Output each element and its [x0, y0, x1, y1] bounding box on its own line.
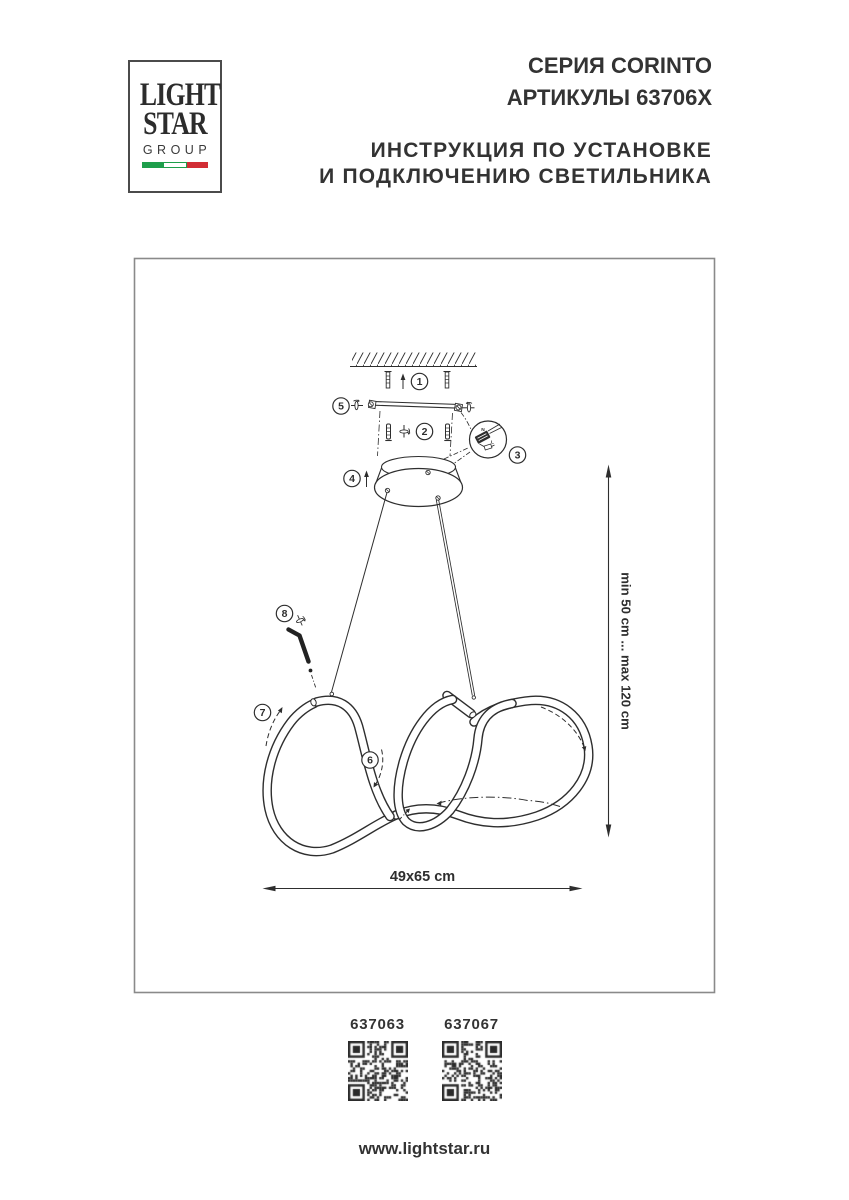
instruction-line-1: ИНСТРУКЦИЯ ПО УСТАНОВКЕ — [370, 139, 712, 162]
dimension-vertical — [606, 465, 634, 838]
cable-connector-right — [472, 696, 475, 699]
arrow-up-step1 — [401, 374, 406, 390]
callout-4 — [344, 470, 360, 486]
callout-8 — [276, 605, 292, 621]
side-screw-left-icon — [351, 399, 363, 410]
svg-text:1: 1 — [416, 376, 423, 389]
ceiling-hatch — [350, 353, 477, 367]
svg-text:3: 3 — [514, 449, 521, 462]
dimension-horizontal — [263, 869, 583, 891]
turn-screw-icon-step2 — [400, 425, 411, 438]
article-code-1: 637063 — [350, 1016, 405, 1033]
callout-3 — [509, 447, 525, 463]
side-screw-right-icon — [463, 402, 475, 413]
ceiling-anchor-left — [385, 372, 392, 389]
callout-5 — [333, 398, 349, 414]
articles-title: АРТИКУЛЫ 63706X — [506, 85, 712, 110]
suspension-cable-right — [436, 500, 474, 696]
callout-6 — [362, 752, 378, 768]
terminal-detail — [444, 413, 507, 468]
ceiling-anchor-right — [444, 372, 451, 389]
bracket-end-right — [454, 403, 462, 411]
axis-line-left — [378, 411, 381, 456]
article-column-2 — [442, 1016, 502, 1101]
arrow-up-step4 — [364, 471, 369, 488]
bracket-end-left — [368, 400, 376, 408]
tube-knot — [267, 696, 589, 852]
svg-text:6: 6 — [367, 754, 373, 767]
qr-code-2 — [442, 1041, 502, 1101]
width-label: 49x65 cm — [389, 869, 456, 885]
article-column-1 — [348, 1016, 408, 1101]
bracket-screw-left — [385, 424, 391, 441]
height-range-label: min 50 cm ... max 120 cm — [618, 572, 634, 730]
allen-key-icon — [289, 613, 317, 689]
series-title: СЕРИЯ CORINTO — [527, 53, 712, 78]
svg-text:2: 2 — [421, 426, 428, 439]
qr-code-1 — [348, 1041, 408, 1101]
bracket-screw-right — [444, 424, 450, 441]
article-code-2: 637067 — [444, 1016, 499, 1033]
logo-word-star: STAR — [143, 106, 207, 142]
suspension-cable-left — [332, 493, 388, 693]
callout-2 — [416, 423, 432, 439]
callout-7 — [254, 704, 270, 720]
instruction-line-2: И ПОДКЛЮЧЕНИЮ СВЕТИЛЬНИКА — [319, 165, 712, 188]
callout-1 — [411, 373, 427, 389]
svg-text:4: 4 — [349, 473, 355, 486]
logo-word-light: LIGHT — [139, 77, 221, 113]
logo-word-group: GROUP — [142, 143, 212, 157]
svg-text:7: 7 — [259, 707, 266, 720]
mounting-bracket — [351, 399, 475, 412]
canopy — [375, 457, 463, 507]
axis-line-right — [450, 413, 453, 456]
footer-articles — [0, 1016, 849, 1101]
turn-screw-icon-step8 — [294, 613, 307, 627]
cable-connector-left — [330, 692, 334, 696]
terminal-label-n: N — [481, 428, 485, 433]
terminal-label-l: L — [491, 440, 494, 446]
svg-text:5: 5 — [338, 400, 344, 413]
website-url: www.lightstar.ru — [358, 1139, 491, 1158]
svg-text:8: 8 — [281, 608, 288, 621]
